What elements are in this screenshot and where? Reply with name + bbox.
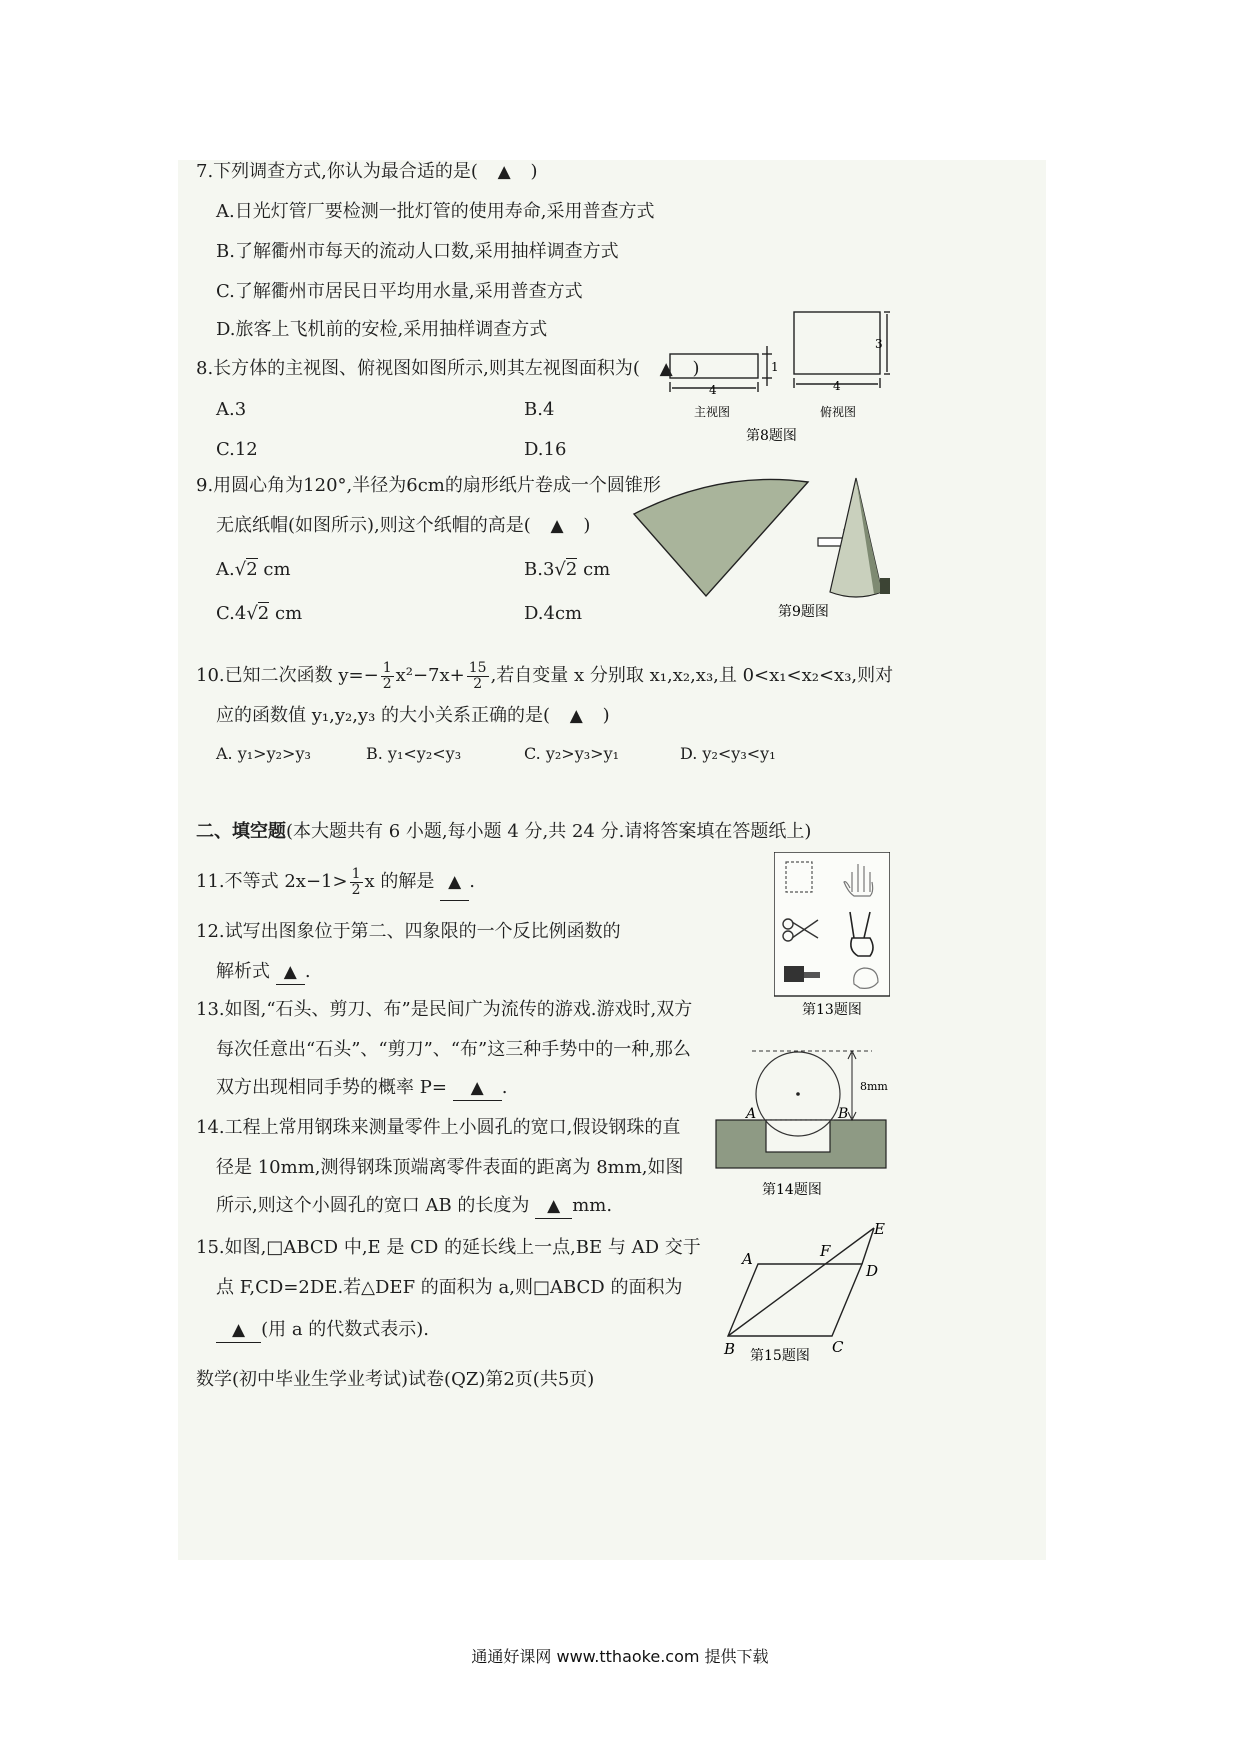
q12-stem-line1: 12.试写出图象位于第二、四象限的一个反比例函数的 [196, 921, 621, 942]
q10-stem-line2: 应的函数值 y₁,y₂,y₃ 的大小关系正确的是( ▲ ) [216, 705, 610, 726]
q7-option-c: C.了解衢州市居民日平均用水量,采用普查方式 [216, 281, 583, 302]
q10-option-c: C. y₂>y₃>y₁ [524, 744, 620, 763]
answer-triangle: ▲ [448, 872, 462, 892]
q13-stem-line1: 13.如图,“石头、剪刀、布”是民间广为流传的游戏.游戏时,双方 [196, 999, 693, 1020]
point-a-label: A [746, 1106, 757, 1122]
q15-stem-line3: ▲ (用 a 的代数式表示). [216, 1318, 429, 1343]
answer-triangle: ▲ [470, 1078, 484, 1098]
q7-stem: 7.下列调查方式,你认为最合适的是( ▲ ) [196, 161, 538, 182]
q11-stem: 11.不等式 2x−1> $\frac{1}{2}$ x 的解是 ▲ . [196, 864, 475, 901]
top-view-rect [794, 312, 880, 374]
front-height-label: 1 [771, 360, 779, 374]
q8-option-b: B.4 [524, 399, 555, 420]
q9-option-c: C.4√2 cm [216, 603, 303, 624]
answer-triangle: ▲ [547, 1196, 561, 1216]
segment-de [862, 1228, 874, 1264]
answer-triangle: ▲ [550, 516, 564, 536]
site-footer: 通通好课网 www.tthaoke.com 提供下载 [471, 1647, 769, 1666]
exam-page-footer: 数学(初中毕业生学业考试)试卷(QZ)第2页(共5页) [196, 1369, 595, 1390]
q14-stem-line2: 径是 10mm,测得钢珠顶端离零件表面的距离为 8mm,如图 [216, 1157, 684, 1178]
answer-triangle: ▲ [497, 162, 511, 182]
svg-text:E: E [874, 1220, 885, 1238]
q7-option-b: B.了解衢州市每天的流动人口数,采用抽样调查方式 [216, 241, 619, 262]
q9-sector-cone-figure [630, 470, 900, 630]
answer-triangle: ▲ [283, 962, 297, 982]
q10-option-a: A. y₁>y₂>y₃ [216, 744, 311, 763]
q14-caption: 第14题图 [762, 1182, 822, 1198]
q14-stem-line1: 14.工程上常用钢珠来测量零件上小圆孔的宽口,假设钢珠的直 [196, 1117, 681, 1138]
answer-triangle: ▲ [232, 1320, 246, 1340]
q8-option-d: D.16 [524, 439, 567, 460]
q8-option-c: C.12 [216, 439, 258, 460]
q10-option-d: D. y₂<y₃<y₁ [680, 744, 776, 763]
svg-text:A: A [742, 1250, 753, 1268]
front-width-label: 4 [709, 383, 717, 397]
svg-text:B: B [724, 1340, 736, 1358]
q15-stem-line1: 15.如图,□ABCD 中,E 是 CD 的延长线上一点,BE 与 AD 交于 [196, 1237, 701, 1258]
q8-caption: 第8题图 [746, 428, 797, 444]
q13-stem-line3: 双方出现相同手势的概率 P= ▲ . [216, 1076, 507, 1101]
q8-views-figure [660, 306, 890, 456]
q15-parallelogram-figure [716, 1218, 896, 1368]
parallelogram-abcd [728, 1264, 862, 1336]
q9-caption: 第9题图 [778, 604, 829, 620]
answer-triangle: ▲ [569, 706, 583, 726]
q10-stem-line1: 10.已知二次函数 y=− $\frac{1}{2}$ x²−7x+ $\frac{15}{2}$ ,若自变量 x 分别取 x₁,x₂,x₃,且 0<x₁<x₂<x₃,则对 [196, 659, 894, 692]
front-view-rect [670, 354, 758, 378]
q8-stem: 8.长方体的主视图、俯视图如图所示,则其左视图面积为( ▲ ) [196, 358, 700, 379]
q9-stem-line2: 无底纸帽(如图所示),则这个纸帽的高是( ▲ ) [216, 515, 591, 536]
q14-steel-ball-figure [712, 1036, 892, 1201]
q7-option-d: D.旅客上飞机前的安检,采用抽样调查方式 [216, 319, 548, 340]
front-view-label: 主视图 [694, 405, 731, 419]
q14-stem-line3: 所示,则这个小圆孔的宽口 AB 的长度为 ▲ mm. [216, 1194, 612, 1219]
top-view-label: 俯视图 [820, 405, 857, 419]
q15-caption: 第15题图 [750, 1348, 810, 1364]
q9-stem-line1: 9.用圆心角为120°,半径为6cm的扇形纸片卷成一个圆锥形 [196, 475, 661, 496]
q9-option-a: A.√2 cm [216, 559, 291, 580]
svg-text:F: F [820, 1242, 831, 1260]
q12-stem-line2: 解析式 ▲ . [216, 960, 311, 985]
dimension-label: 8mm [860, 1080, 888, 1093]
top-width-label: 4 [833, 379, 841, 393]
svg-text:C: C [832, 1338, 844, 1356]
answer-triangle: ▲ [659, 359, 673, 379]
sector-shape [634, 479, 808, 596]
top-height-label: 3 [875, 337, 883, 351]
svg-text:D: D [866, 1262, 879, 1280]
q15-stem-line2: 点 F,CD=2DE.若△DEF 的面积为 a,则□ABCD 的面积为 [216, 1277, 683, 1298]
q13-stem-line2: 每次任意出“石头”、“剪刀”、“布”这三种手势中的一种,那么 [216, 1039, 691, 1060]
q10-option-b: B. y₁<y₂<y₃ [366, 744, 462, 763]
q9-option-b: B.3√2 cm [524, 559, 611, 580]
q13-caption: 第13题图 [802, 1002, 862, 1018]
point-b-label: B [838, 1106, 849, 1122]
q13-rock-paper-scissors-figure [774, 852, 890, 1022]
q8-option-a: A.3 [216, 399, 247, 420]
section-2-heading: 二、填空题(本大题共有 6 小题,每小题 4 分,共 24 分.请将答案填在答题纸上) [196, 821, 812, 842]
q9-option-d: D.4cm [524, 603, 583, 624]
q7-option-a: A.日光灯管厂要检测一批灯管的使用寿命,采用普查方式 [216, 201, 655, 222]
